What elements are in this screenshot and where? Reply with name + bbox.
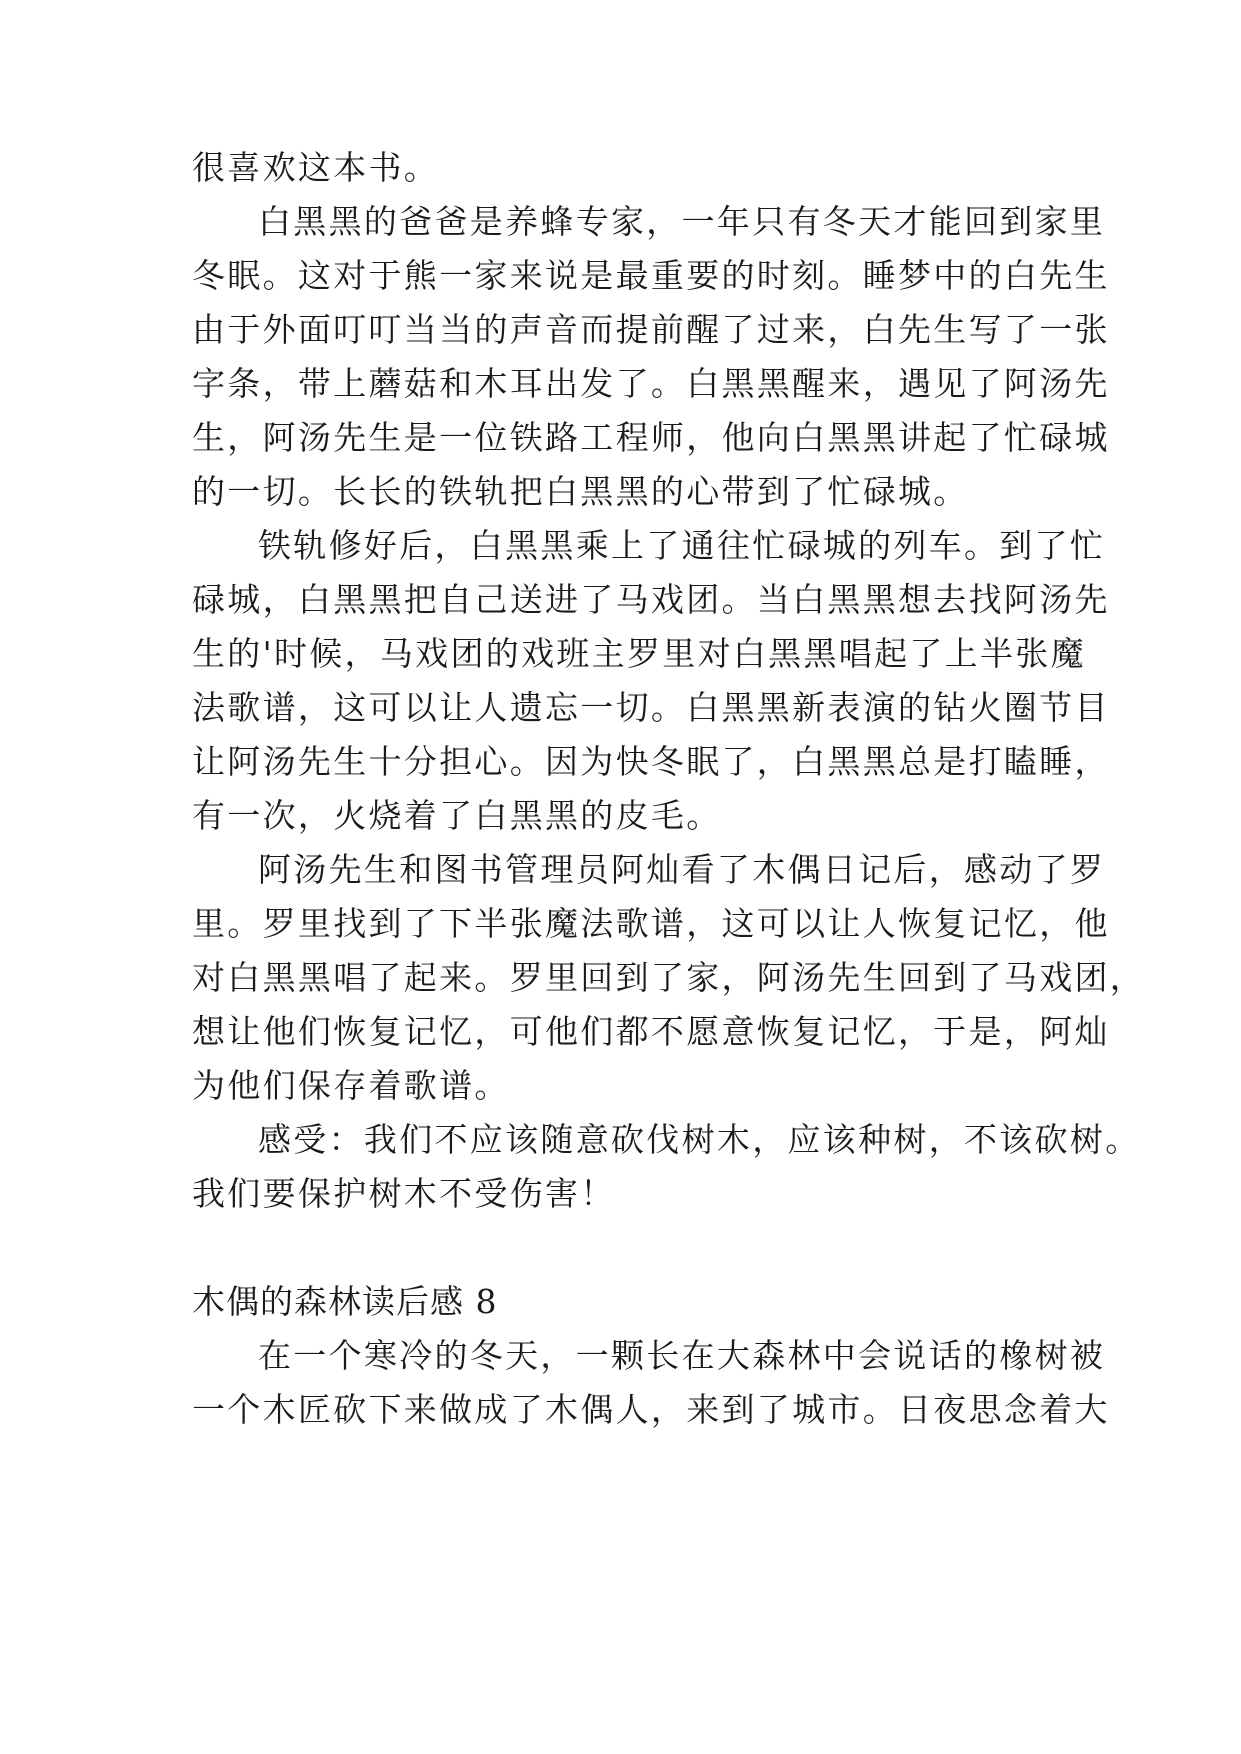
text-line: 为他们保存着歌谱。 bbox=[192, 1066, 510, 1105]
paragraph-start-line: 在一个寒冷的冬天，一颗长在大森林中会说话的橡树被 bbox=[258, 1336, 1106, 1375]
text-line: 法歌谱，这可以让人遗忘一切。白黑黑新表演的钻火圈节目 bbox=[192, 688, 1110, 727]
paragraph-start-line: 白黑黑的爸爸是养蜂专家，一年只有冬天才能回到家里 bbox=[258, 202, 1106, 241]
text-line: 的一切。长长的铁轨把白黑黑的心带到了忙碌城。 bbox=[192, 472, 969, 511]
text-line: 有一次，火烧着了白黑黑的皮毛。 bbox=[192, 796, 722, 835]
text-line: 字条，带上蘑菇和木耳出发了。白黑黑醒来，遇见了阿汤先 bbox=[192, 364, 1110, 403]
text-line: 生，阿汤先生是一位铁路工程师，他向白黑黑讲起了忙碌城 bbox=[192, 418, 1110, 457]
paragraph-start-line: 铁轨修好后，白黑黑乘上了通往忙碌城的列车。到了忙 bbox=[258, 526, 1106, 565]
text-line: 想让他们恢复记忆，可他们都不愿意恢复记忆，于是，阿灿 bbox=[192, 1012, 1110, 1051]
text-line: 对白黑黑唱了起来。罗里回到了家，阿汤先生回到了马戏团， bbox=[192, 958, 1146, 997]
text-line: 冬眠。这对于熊一家来说是最重要的时刻。睡梦中的白先生 bbox=[192, 256, 1110, 295]
text-line: 生的'时候，马戏团的戏班主罗里对白黑黑唱起了上半张魔 bbox=[192, 634, 1086, 673]
text-line: 由于外面叮叮当当的声音而提前醒了过来，白先生写了一张 bbox=[192, 310, 1110, 349]
text-line: 一个木匠砍下来做成了木偶人，来到了城市。日夜思念着大 bbox=[192, 1390, 1110, 1429]
text-line: 我们要保护树木不受伤害！ bbox=[192, 1174, 616, 1213]
text-line: 碌城，白黑黑把自己送进了马戏团。当白黑黑想去找阿汤先 bbox=[192, 580, 1110, 619]
text-line: 里。罗里找到了下半张魔法歌谱，这可以让人恢复记忆，他 bbox=[192, 904, 1110, 943]
section-heading: 木偶的森林读后感 8 bbox=[192, 1282, 498, 1321]
paragraph-start-line: 阿汤先生和图书管理员阿灿看了木偶日记后，感动了罗 bbox=[258, 850, 1106, 889]
paragraph-start-line: 感受：我们不应该随意砍伐树木，应该种树，不该砍树。 bbox=[258, 1120, 1141, 1159]
text-line: 让阿汤先生十分担心。因为快冬眠了，白黑黑总是打瞌睡， bbox=[192, 742, 1110, 781]
text-line: 很喜欢这本书。 bbox=[192, 148, 440, 187]
